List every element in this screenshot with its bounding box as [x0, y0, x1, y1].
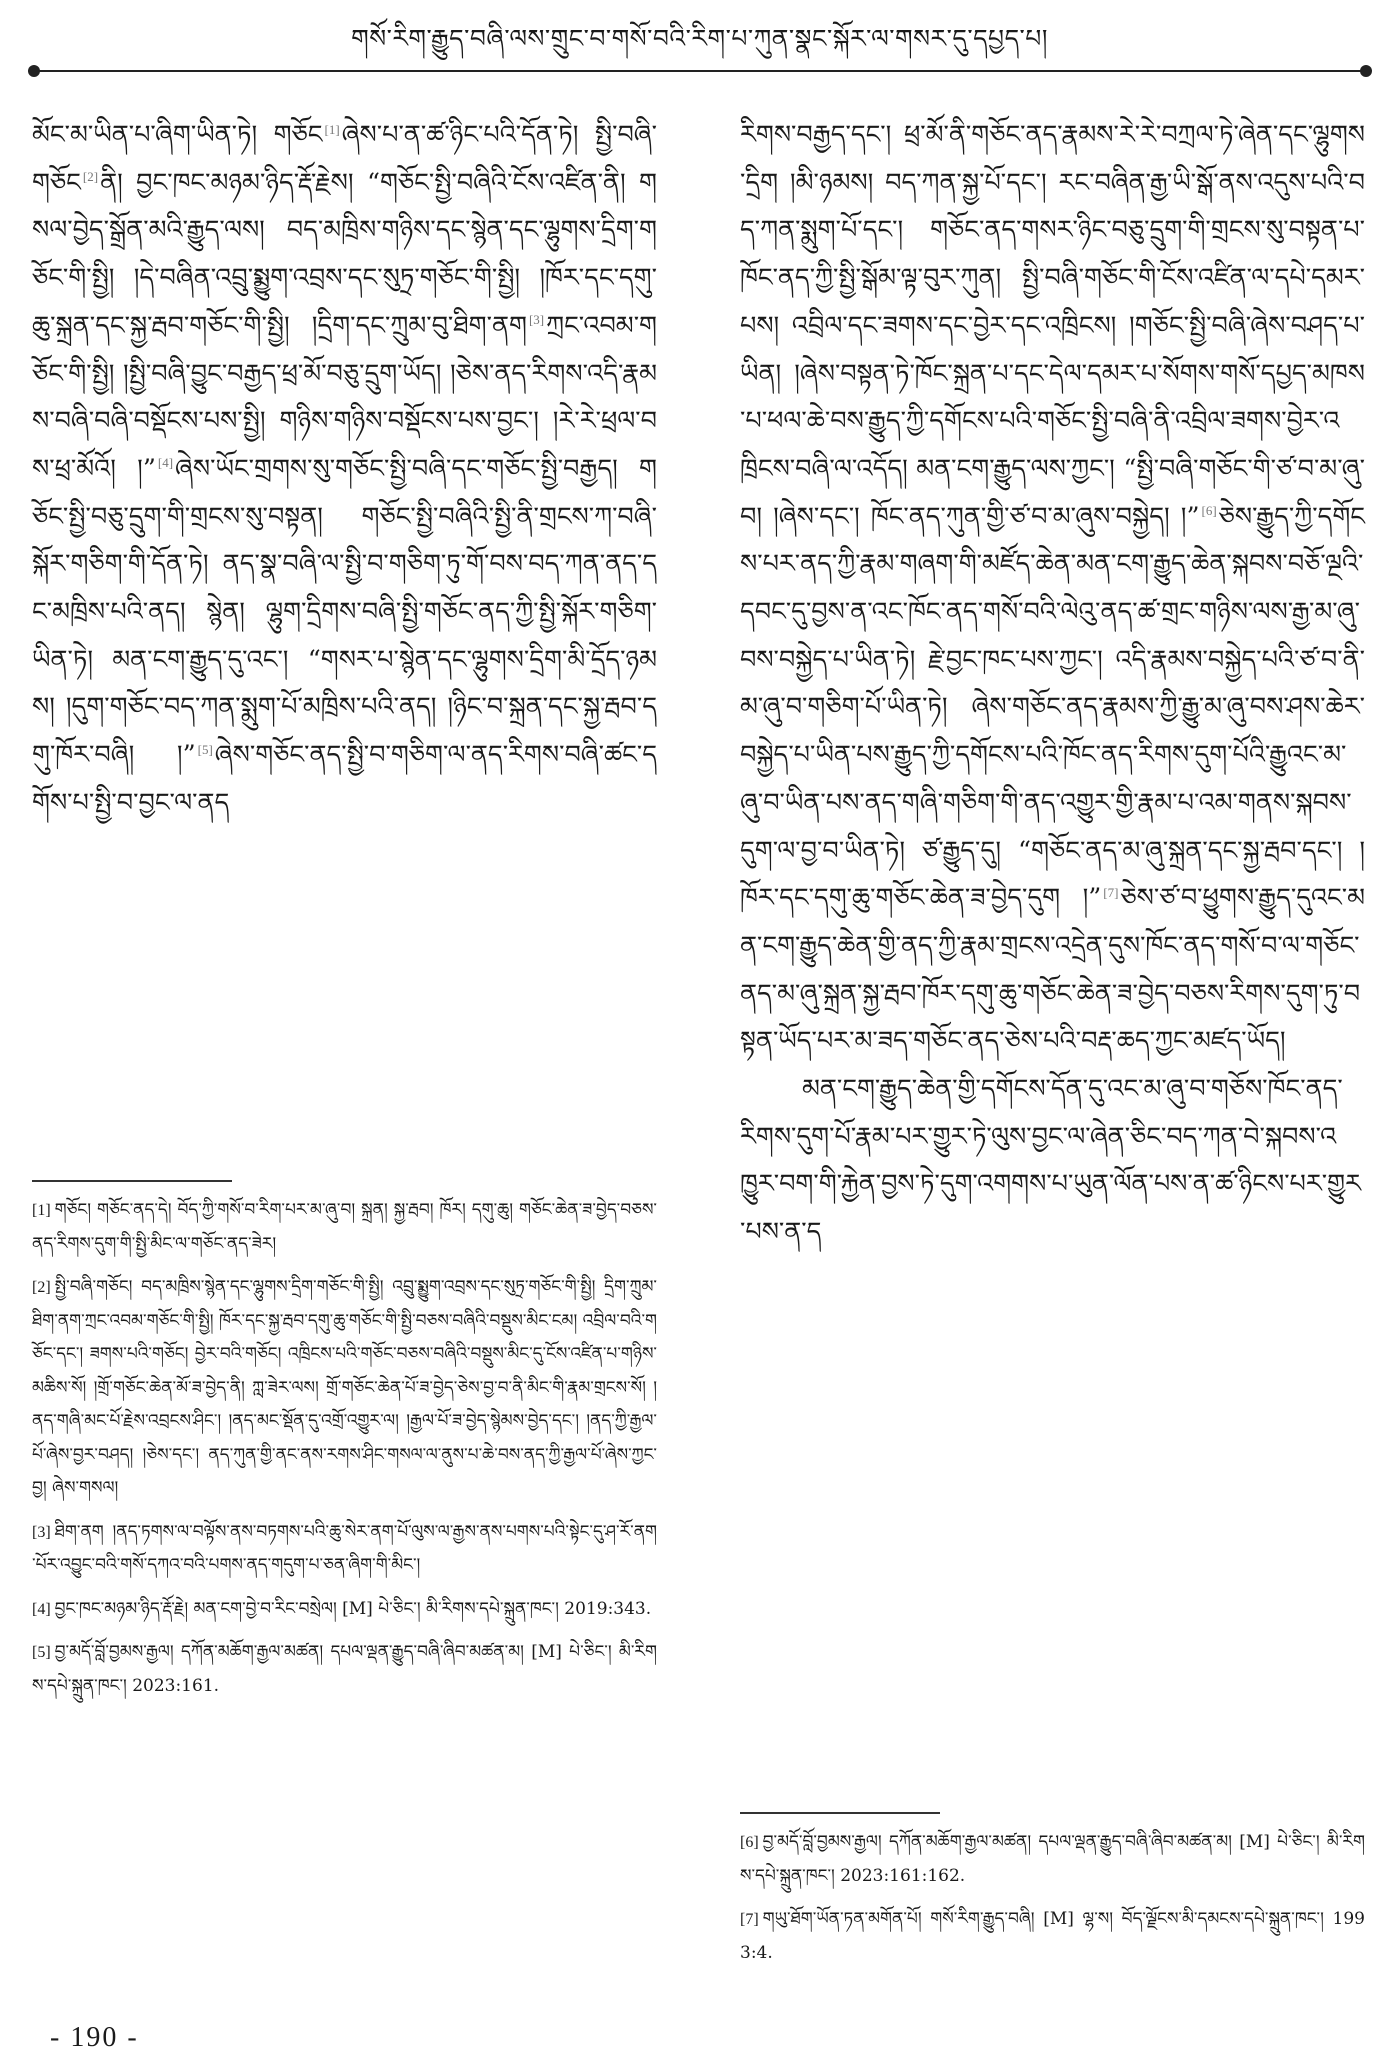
right-footnote-rule: [740, 1812, 940, 1814]
footnote-6: [6] བྱ་མདོ་བློ་བྱམས་རྒྱལ། དཀོན་མཆོག་རྒྱལ་མཚན། དཔལ་ལྡན་རྒྱུད་བཞི་ཞིབ་མཚན་མ། [M] པེ་ཅིང་། མི་རིགས་དཔེ་སྐྲུན་ཁང་། 2023:161:162.: [740, 1832, 1365, 1886]
page-number: - 190 -: [50, 2022, 139, 2053]
footnote-4: [4] བྱང་ཁང་མཉམ་ཉིད་རྡོ་རྗེ། མན་ངག་བྱེ་བ་རིང་བསྲེལ། [M] པེ་ཅིང་། མི་རིགས་དཔེ་སྐྲུན་ཁང་། 2019:343.: [32, 1598, 652, 1619]
header-rule-dot-left: [28, 65, 40, 77]
header-rule: [32, 70, 1367, 72]
left-paragraph-1: མོང་མ་ཡིན་པ་ཞིག་ཡིན་ཏེ། གཅོང [1]ཞེས་པ་ན་ཚ་ཉིང་པའི་དོན་ཏེ། སྤྱི་བཞི་གཅོང [2]ནི། བྱང་ཁང་མཉམ་ཉིད་རྡོ་རྗེས། “གཅོང་སྤྱི་བཞིའི་ངོས་འཛིན་ནི། གསལ་བྱེད་སྒྲོན་མའི་རྒྱུད་ལས། བད་མཁྲིས་གཉིས་དང་སྙེན་དང་ལྷུགས་དྲིག་གཅོང་གི་སྤྱི། །དེ་བཞིན་འབྲུ་སྨྱུག་འབྲས་དང་སུཏྲ་གཅོང་གི་སྤྱི། །ཁོར་དང་དགུ་ཆུ་སྐྲན་དང་སྐྱ་རྦབ་གཅོང་གི་སྤྱི། །དྲིག་དང་ཀྲུམ་བུ་ཐིག་ནག [3]ཀྲང་འབམ་གཅོང་གི་སྤྱི། །སྤྱི་བཞི་བྱུང་བརྒྱད་ཕྲ་མོ་བཅུ་དྲུག་ཡོད། །ཅེས་ནད་རིགས་འདི་རྣམས་བཞི་བཞི་བསྡོངས་པས་སྤྱི། གཉིས་གཉིས་བསྡོངས་པས་བྱང་། །རེ་རེ་ཕྲལ་བས་ཕྲ་མོའོ། །” [4]ཞེས་ཡོང་གྲགས་སུ་གཅོང་སྤྱི་བཞི་དང་གཅོང་སྤྱི་བརྒྱད། གཅོང་སྤྱི་བཅུ་དྲུག་གི་གྲངས་སུ་བསྟན། གཅོང་སྤྱི་བཞིའི་སྤྱི་ནི་གྲངས་ཀ་བཞི་སྐོར་གཅིག་གི་དོན་ཏེ། ནད་སྣ་བཞི་ལ་སྤྱི་བ་གཅིག་ཏུ་གོ་བས་བད་ཀན་ནད་དང་མཁྲིས་པའི་ནད། སྙེན། ལྷུག་དྲིགས་བཞི་སྤྱི་གཅོང་ནད་ཀྱི་སྤྱི་སྐོར་གཅིག་ཡིན་ཏེ། མན་ངག་རྒྱུད་དུ་འང་། “གསར་པ་སྙེན་དང་ལྷུགས་དྲིག་མི་དྲོད་ཉམས། །དུག་གཅོང་བད་ཀན་སྨུག་པོ་མཁྲིས་པའི་ནད། །ཉིང་བ་སྐྲན་དང་སྐྱ་རྦབ་དགུ་ཁོར་བཞི། །” [5]ཞེས་གཅོང་ནད་སྤྱི་བ་གཅིག་ལ་ནད་རིགས་བཞི་ཚང་དགོས་པ་སྤྱི་བ་བྱང་ལ་ནད: [32, 120, 658, 818]
footnote-3: [3] ཐིག་ནག །ནད་ཏགས་ལ་བལྟོས་ནས་བཏགས་པའི་ཆུ་སེར་ནག་པོ་ལུས་ལ་རྒྱས་ནས་པགས་པའི་སྟེང་དུ་ཤ་རོ་ནག་པོར་འབྱུང་བའི་གསོ་དཀའ་བའི་པགས་ནད་གདུག་པ་ཅན་ཞིག་གི་མིང་།: [32, 1521, 657, 1575]
footnote-ref-1[interactable]: [1]: [324, 121, 340, 137]
left-footnotes: [32, 1194, 657, 1713]
right-footnotes: [740, 1826, 1365, 1980]
running-head: གསོ་རིག་རྒྱུད་བཞི་ལས་གྲུང་བ་གསོ་བའི་རིག་པ་ཀུན་སྣང་སྐོར་ལ་གསར་དུ་དཔྱད་པ།: [351, 24, 1048, 53]
footnote-ref-4[interactable]: [4]: [157, 455, 174, 471]
footnote-ref-5[interactable]: [5]: [197, 741, 213, 757]
right-paragraph-2: མན་ངག་རྒྱུད་ཆེན་གྱི་དགོངས་དོན་དུ་འང་མ་ཞུ་བ་གཅོས་ཁོང་ནད་རིགས་དུག་པོ་རྣམ་པར་གྱུར་ཏེ་ལུས་བྱང་ལ་ཞེན་ཅིང་བད་ཀན་བེ་སྐབས་འཁྱུར་བག་གི་རྐྱེན་བྱས་ཏེ་དུག་འགགས་པ་ཡུན་ལོན་པས་ན་ཚ་ཉིངས་པར་གྱུར་པས་ན་ད: [740, 1074, 1361, 1248]
left-footnote-rule: [32, 1180, 232, 1182]
footnote-7: [7] གཡུ་ཐོག་ཡོན་ཏན་མགོན་པོ། གསོ་རིག་རྒྱུད་བཞི། [M] ལྷ་ས། བོད་ལྗོངས་མི་དམངས་དཔེ་སྐྲུན་ཁང་། 1993:4.: [740, 1909, 1365, 1963]
left-column: [32, 112, 657, 828]
right-column: [740, 112, 1365, 1257]
header-rule-dot-right: [1360, 65, 1372, 77]
footnote-ref-3[interactable]: [3]: [528, 312, 545, 328]
footnote-ref-2[interactable]: [2]: [82, 169, 99, 185]
footnote-1: [1] གཅོང། གཅོང་ནད་དེ། བོད་ཀྱི་གསོ་བ་རིག་པར་མ་ཞུ་བ། སྐྲན། སྐྱ་རྦབ། ཁོར། དགུ་ཆུ། གཅོང་ཆེན་ཟ་བྱེད་བཅས་ནད་རིགས་དུག་གི་སྤྱི་མིང་ལ་གཅོང་ནད་ཟེར།: [32, 1200, 657, 1254]
right-paragraph-1: རིགས་བརྒྱད་དང་། ཕྲ་མོ་ནི་གཅོང་ནད་རྣམས་རེ་རེ་བཀྲལ་ཏེ་ཞེན་དང་ལྷུགས་དྲིག །མི་ཉམས། བད་ཀན་སྐྱ་པོ་དང་། རང་བཞིན་རྒྱ་ཡི་སྒོ་ནས་འདུས་པའི་བད་ཀན་སྨུག་པོ་དང་། གཅོང་ནད་གསར་ཉིང་བཅུ་དྲུག་གི་གྲངས་སུ་བསྟན་པ་ཁོང་ནད་ཀྱི་སྤྱི་སྒོམ་ལྟ་བུར་ཀུན། སྤྱི་བཞི་གཅོང་གི་ངོས་འཛིན་ལ་དཔེ་དམར་པས། འབྲིལ་དང་ཟགས་དང་བྱེར་དང་འཁྲིངས། །གཅོང་སྤྱི་བཞི་ཞེས་བཤད་པ་ཡིན། །ཞེས་བསྟན་ཏེ་ཁོང་སྐྲན་པ་དང་དེལ་དམར་པ་སོགས་གསོ་དཔྱད་མཁས་པ་ཕལ་ཆེ་བས་རྒྱུད་ཀྱི་དགོངས་པའི་གཅོང་སྤྱི་བཞི་ནི་འབྲིལ་ཟགས་བྱེར་འཁྲིངས་བཞི་ལ་འདོད། མན་ངག་རྒྱུད་ལས་ཀྱང་། “སྤྱི་བཞི་གཅོང་གི་ཙ་བ་མ་ཞུ་བ། །ཞེས་དང་། ཁོང་ནད་ཀུན་གྱི་ཙ་བ་མ་ཞུས་བསྐྱེད། །” [6]ཅེས་རྒྱུད་ཀྱི་དགོངས་པར་ནད་ཀྱི་རྣམ་གཞག་གི་མཛོད་ཆེན་མན་ངག་རྒྱུད་ཆེན་སྐབས་བཅོ་ལྔའི་དབང་དུ་བྱས་ན་འང་ཁོང་ནད་གསོ་བའི་ལེའུ་ནད་ཚ་གྲང་གཉིས་ལས་རྒྱ་མ་ཞུ་བས་བསྐྱེད་པ་ཡིན་ཏེ། རྗེ་བྱང་ཁང་པས་ཀྱང་། འདི་རྣམས་བསྐྱེད་པའི་ཙ་བ་ནི་མ་ཞུ་བ་གཅིག་པོ་ཡིན་ཏེ། ཞེས་གཅོང་ནད་རྣམས་ཀྱི་རྒྱུ་མ་ཞུ་བས་ཤས་ཆེར་བསྐྱེད་པ་ཡིན་པས་རྒྱུད་ཀྱི་དགོངས་པའི་ཁོང་ནད་རིགས་དུག་པོའི་རྒྱུའང་མ་ཞུ་བ་ཡིན་པས་ནད་གཞི་གཅིག་གི་ནད་འགྱུར་གྱི་རྣམ་པ་འམ་གནས་སྐབས་དུག་ལ་བྱ་བ་ཡིན་ཏེ། ཙ་རྒྱུད་དུ། “གཅོང་ནད་མ་ཞུ་སྐྲན་དང་སྐྱ་རྦབ་དང་། །ཁོར་དང་དགུ་ཆུ་གཅོང་ཆེན་ཟ་བྱེད་དུག །” [7]ཅེས་ཙ་བ་ཕྱུགས་རྒྱུད་དུའང་མན་ངག་རྒྱུད་ཆེན་གྱི་ནད་ཀྱི་རྣམ་གྲངས་འདྲེན་དུས་ཁོང་ནད་གསོ་བ་ལ་གཅོང་ནད་མ་ཞུ་སྐྲན་སྐྱ་རྦབ་ཁོར་དགུ་ཆུ་གཅོང་ཆེན་ཟ་བྱེད་བཅས་རིགས་དུག་ཏུ་བསྟན་ཡོད་པར་མ་ཟད་གཅོང་ནད་ཅེས་པའི་བརྡ་ཆད་ཀྱང་མཛད་ཡོད།: [740, 120, 1365, 1057]
footnote-2: [2] སྤྱི་བཞི་གཅོང། བད་མཁྲིས་སྙེན་དང་ལྷུགས་དྲིག་གཅོང་གི་སྤྱི། འབྲུ་སྨྱུག་འབྲས་དང་སུཏྲ་གཅོང་གི་སྤྱི། དྲིག་ཀྲུམ་ཐིག་ནག་ཀྲང་འབམ་གཅོང་གི་སྤྱི། ཁོར་དང་སྐྱ་རྦབ་དགུ་ཆུ་གཅོང་གི་སྤྱི་བཅས་བཞིའི་བསྡུས་མིང་ངམ། འབྲིལ་བའི་གཅོང་དང་། ཟགས་པའི་གཅོང། བྱེར་བའི་གཅོང། འཁྲིངས་པའི་གཅོང་བཅས་བཞིའི་བསྡུས་མིང་དུ་ངོས་འཛིན་པ་གཉིས་མཆིས་སོ། །གྲོ་གཅོང་ཆེན་མོ་ཟ་བྱེད་ནི། ཀླ་ཟེར་ལས། གྲོ་གཅོང་ཆེན་པོ་ཟ་བྱེད་ཅེས་བྱ་བ་ནི་མིང་གི་རྣམ་གྲངས་སོ། །ནད་གཞི་མང་པོ་རྗེས་འབྲངས་ཤིང་། །ནད་མང་སྡོན་དུ་འགྲོ་འགྱུར་ལ། །རྒྱལ་པོ་ཟ་བྱེད་སྙེམས་བྱེད་དང་། །ནད་ཀྱི་རྒྱལ་པོ་ཞེས་བྱར་བཤད། །ཅེས་དང་། ནད་ཀུན་གྱི་ནང་ནས་རགས་ཤིང་གསལ་ལ་ནུས་པ་ཆེ་བས་ནད་ཀྱི་རྒྱལ་པོ་ཞེས་ཀྱང་བྱ། ཞེས་གསལ།: [32, 1277, 657, 1498]
footnote-ref-7[interactable]: [7]: [1103, 884, 1119, 900]
footnote-ref-6[interactable]: [6]: [1201, 503, 1217, 519]
footnote-5: [5] བྱ་མདོ་བློ་བྱམས་རྒྱལ། དཀོན་མཆོག་རྒྱལ་མཚན། དཔལ་ལྡན་རྒྱུད་བཞི་ཞིབ་མཚན་མ། [M] པེ་ཅིང་། མི་རིགས་དཔེ་སྐྲུན་ཁང་། 2023:161.: [32, 1642, 657, 1696]
